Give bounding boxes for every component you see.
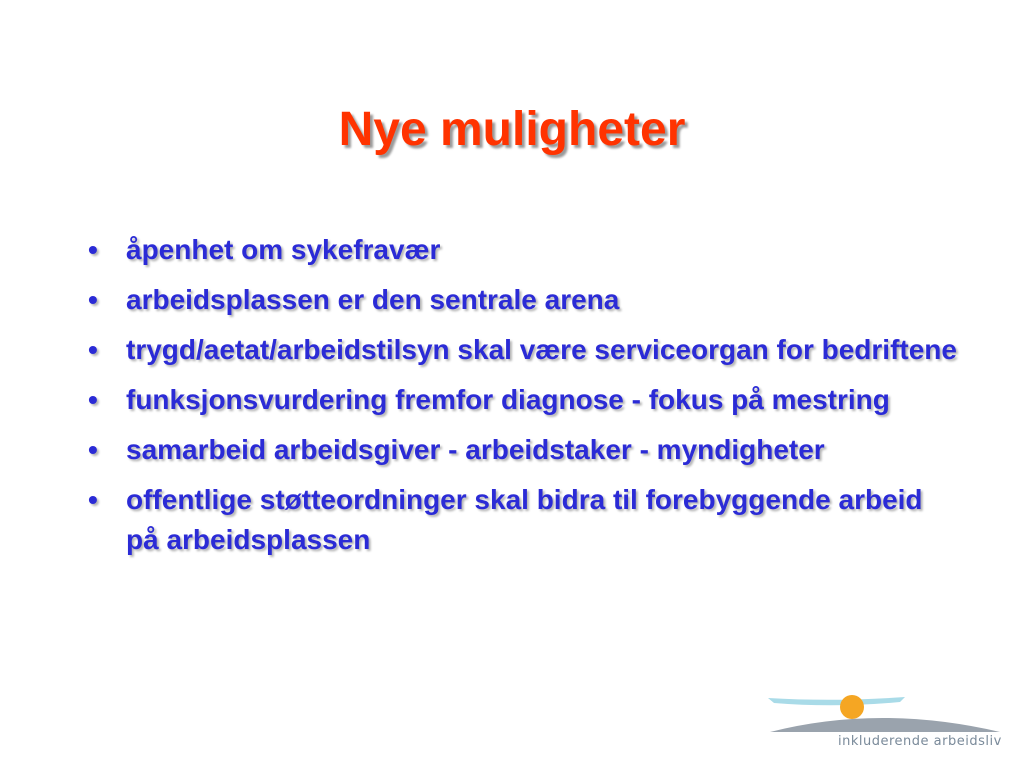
bullet-item — [80, 330, 960, 370]
bullet-symbol: • — [88, 234, 98, 265]
bullet-symbol: • — [88, 434, 98, 465]
bullet-item — [80, 380, 960, 420]
bullet-text: trygd/aetat/arbeidstilsyn skal være serviceorgan for bedriftene — [126, 334, 957, 365]
bullet-item — [80, 280, 960, 320]
bullet-text: samarbeid arbeidsgiver - arbeidstaker - myndigheter — [126, 434, 825, 465]
bullet-symbol: • — [88, 284, 98, 315]
bullet-text: åpenhet om sykefravær — [126, 234, 441, 265]
sun-horizon-logo-icon — [760, 688, 1010, 738]
sky-shape — [768, 697, 905, 705]
bullet-item — [80, 430, 960, 470]
bullet-text: funksjonsvurdering fremfor diagnose - fokus på mestring — [126, 384, 890, 415]
bullet-symbol: • — [88, 384, 98, 415]
bullet-text: arbeidsplassen er den sentrale arena — [126, 284, 620, 315]
sun-shape — [840, 695, 864, 719]
bullet-symbol: • — [88, 484, 98, 515]
logo — [760, 688, 1010, 758]
bullet-text: offentlige støtteordninger skal bidra til forebyggende arbeid på arbeidsplassen — [126, 484, 923, 555]
ground-shape — [770, 718, 1000, 732]
bullet-item — [80, 480, 960, 560]
slide-title: Nye muligheter — [338, 103, 686, 156]
bullet-list — [80, 230, 960, 570]
bullet-item — [80, 230, 960, 270]
logo-text: inkluderende arbeidsliv — [838, 734, 1002, 749]
bullet-symbol: • — [88, 334, 98, 365]
